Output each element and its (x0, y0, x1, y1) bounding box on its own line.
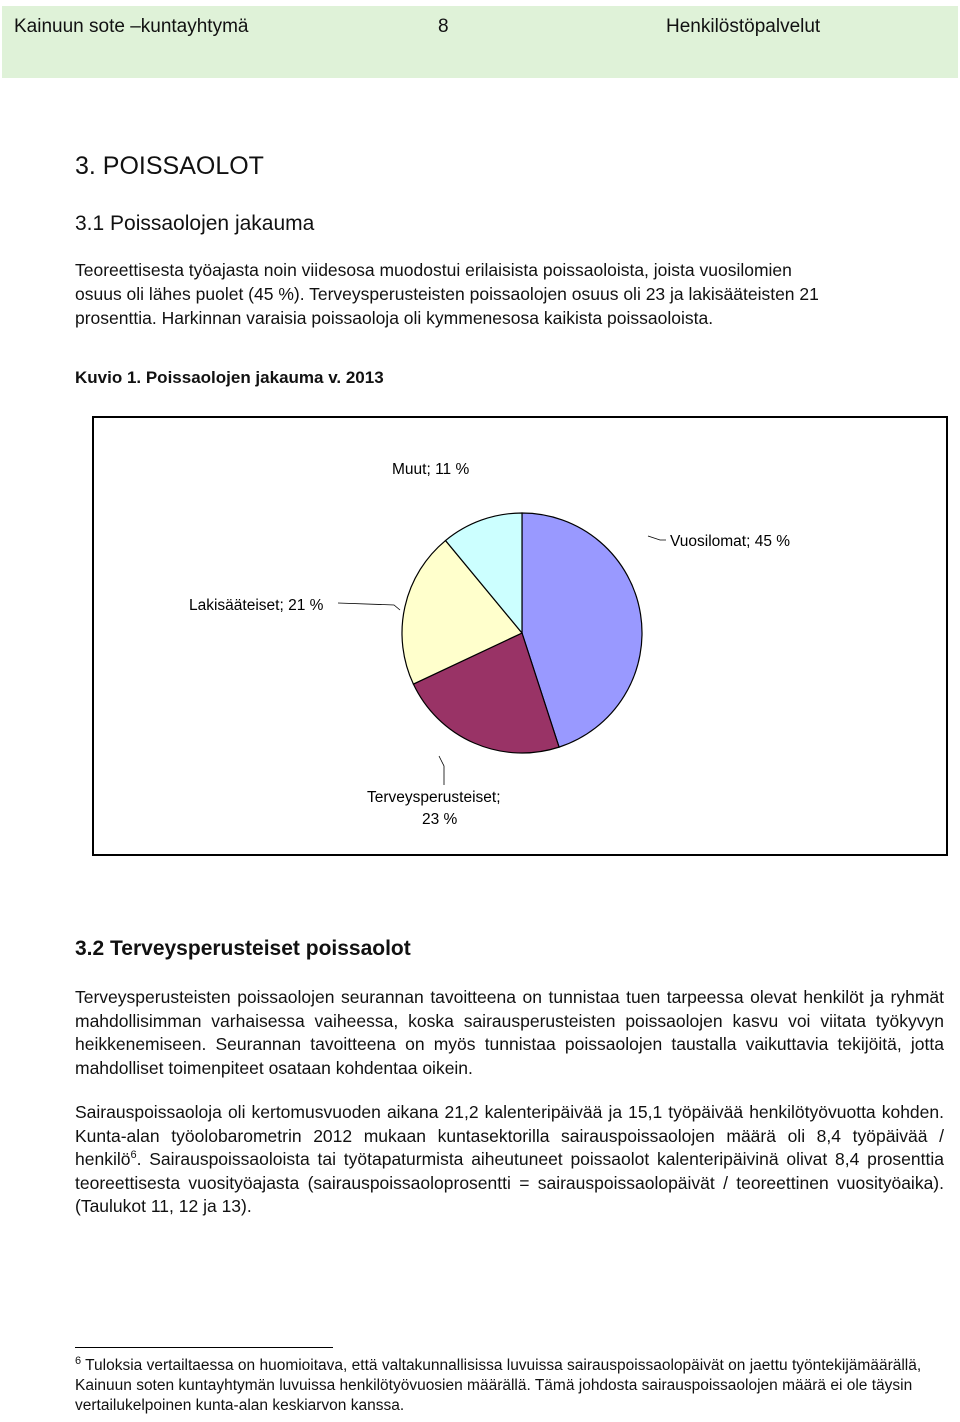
pie-chart (92, 416, 948, 856)
header-org: Kainuun sote –kuntayhtymä (14, 16, 249, 37)
label-muut: Muut; 11 % (392, 461, 470, 478)
paragraph-2: Terveysperusteisten poissaolojen seurannan tavoitteena on tunnistaa tuen tarpeessa olevat henkilöt ja ryhmät mahdollisimman varhaisessa vaiheessa, koska sairausperusteisten poissaolojen kasvu voi viitata työkyvyn heikkenemiseen. Seurannan tavoitteena on myös tunnistaa poissaolojen taustalla vaikuttavia tekijöitä, jotta mahdolliset toimenpiteet osataan kohdentaa oikein. (75, 987, 944, 1078)
paragraph-3 (75, 1101, 944, 1219)
label-lakisaateiset: Lakisääteiset; 21 % (189, 597, 324, 614)
header-page-number: 8 (438, 16, 449, 37)
pie-chart-svg (94, 418, 946, 854)
label-vuosilomat: Vuosilomat; 45 % (670, 533, 791, 550)
leader-line-lakisaateiset (338, 603, 400, 610)
footnote-divider (75, 1347, 333, 1348)
paragraph-3-part-1: Sairauspoissaoloja oli kertomusvuoden aikana 21,2 kalenteripäivää ja 15,1 työpäivää henkilötyövuotta kohden. Kunta-alan työolobarometrin 2012 mukaan kuntasektorilla sairauspoissaolojen määrä oli 8,4 työpäivää / henkilö (75, 1102, 944, 1169)
footnote-number: 6 (75, 1354, 82, 1367)
paragraph-1-line-2: osuus oli lähes puolet (45 %). Terveysperusteisten poissaolojen osuus oli 23 ja lakisääteisten 21 (75, 284, 819, 304)
footnote-text: Tuloksia vertailtaessa on huomioitava, että valtakunnallisissa luvuissa sairauspoissaolopäivät on jaettu työntekijämäärällä, Kainuun soten kuntayhtymän luvuissa henkilötyövuosien määrällä. Tämä johdosta sairauspoissaolojen määrä ei ole täysin vertailukelpoinen kunta-alan keskiarvon kanssa. (75, 1357, 922, 1414)
footnote (75, 1356, 945, 1416)
leader-line-vuosilomat (648, 536, 666, 540)
subsection-title-2: 3.2 Terveysperusteiset poissaolot (75, 937, 411, 960)
label-terveysperusteiset-line-2: 23 % (422, 811, 458, 828)
header-department: Henkilöstöpalvelut (666, 16, 821, 37)
page-header (2, 6, 958, 78)
label-terveysperusteiset-line-1: Terveysperusteiset; (367, 789, 501, 806)
paragraph-3-part-2: . Sairauspoissaoloista tai työtapaturmista aiheutuneet poissaolot kalenteripäivinä olivat 8,4 prosenttia teoreettisesta vuosityöajasta (sairauspoissaoloprosentti = sairauspoissaolopäivät / teoreettinen vuosityöaika). (Taulukot 11, 12 ja 13). (75, 1149, 944, 1216)
section-title: 3. POISSAOLOT (75, 152, 264, 180)
paragraph-1-line-3: prosenttia. Harkinnan varaisia poissaoloja oli kymmenesosa kaikista poissaoloista. (75, 308, 714, 328)
subsection-title-1: 3.1 Poissaolojen jakauma (75, 212, 315, 235)
leader-line-terveysperusteiset (439, 756, 444, 785)
footnote-reference: 6 (130, 1149, 137, 1162)
paragraph-1-line-1: Teoreettisesta työajasta noin viidesosa muodostui erilaisista poissaoloista, joista vuosilomien (75, 260, 792, 280)
figure-caption: Kuvio 1. Poissaolojen jakauma v. 2013 (75, 368, 384, 387)
